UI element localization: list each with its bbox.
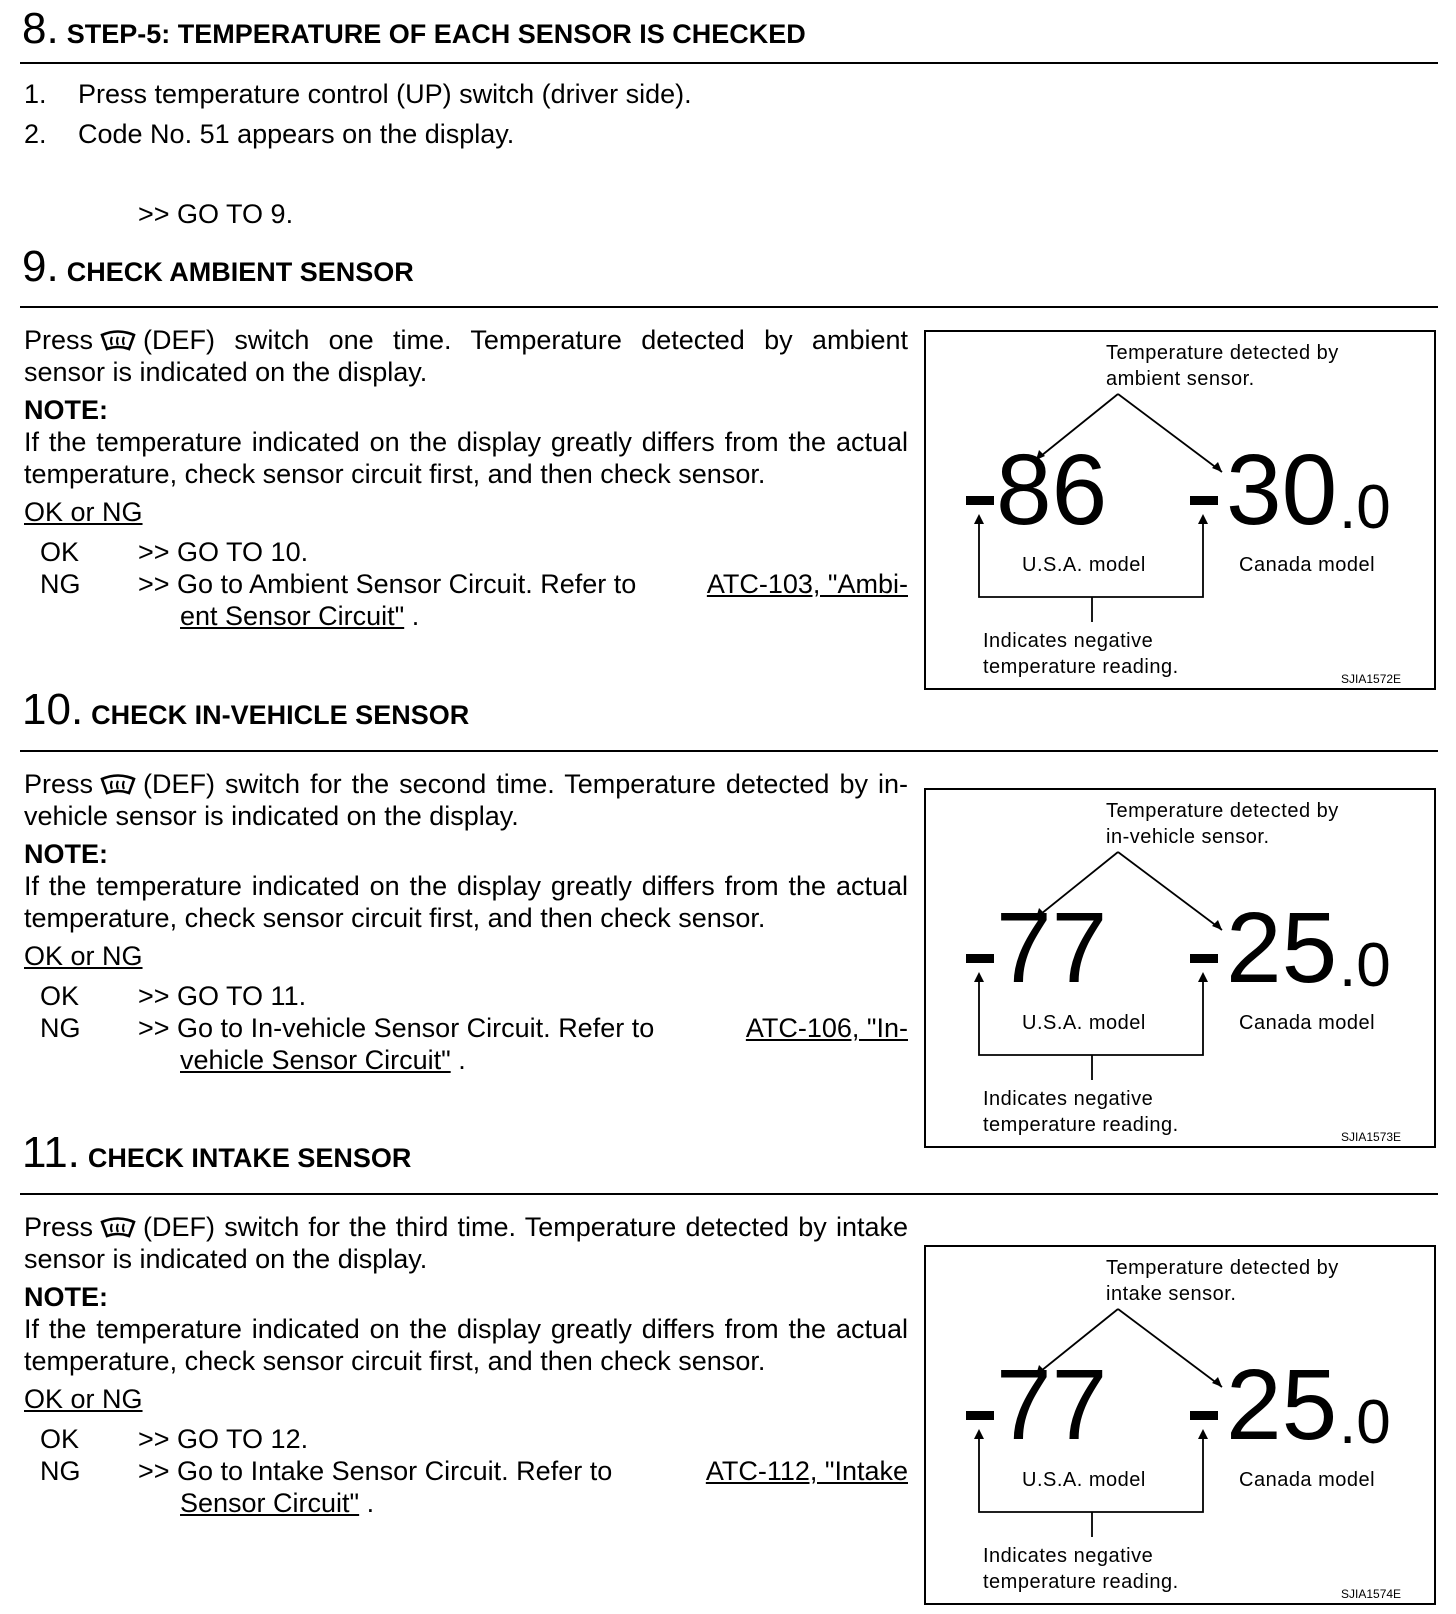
step-10-heading (22, 685, 469, 735)
step-10-note-label: NOTE: (24, 839, 108, 869)
step-9-ng-tail: . (411, 601, 420, 631)
defroster-icon (99, 1216, 137, 1238)
figure-in-vehicle-caption-line2: in-vehicle sensor. (1106, 826, 1270, 848)
figure-ambient-caption-line2: ambient sensor. (1106, 368, 1255, 390)
step-8-item-2 (24, 118, 47, 150)
step-11-ng-action-text: >> Go to Intake Sensor Circuit. Refer to (138, 1456, 613, 1486)
defroster-icon (99, 773, 137, 795)
step-9-note-text: If the temperature indicated on the display greatly differs from the actual temperature, check sensor circuit first, and then check sensor. (24, 427, 908, 489)
step-9-note-label: NOTE: (24, 395, 108, 425)
figure-ambient-id: SJIA1572E (1341, 672, 1402, 686)
step-11-title: CHECK INTAKE SENSOR (87, 1143, 412, 1173)
step-11-press-text: (DEF) switch for the third time. Temperature detected by intake sensor is indicated on the display. (24, 1212, 908, 1274)
step-8-item-1 (24, 78, 47, 110)
step-8-title: STEP-5: TEMPERATURE OF EACH SENSOR IS CHECKED (66, 19, 806, 49)
step-8-number: 8. (22, 4, 59, 53)
step-10-ng-link-part1[interactable]: ATC-106, "In- (745, 1013, 908, 1043)
figure-intake-canada-minus (1190, 1411, 1218, 1420)
step-10-divider (20, 750, 1438, 752)
figure-ambient-note-line2: temperature reading. (983, 656, 1179, 678)
step-9-ng-action-line2 (180, 600, 419, 632)
figure-in-vehicle-canada-value: 25 (1226, 892, 1338, 1004)
step-9-instruction (24, 324, 908, 388)
figure-in-vehicle-sensor (924, 788, 1436, 1148)
step-8-heading (22, 4, 806, 54)
figure-in-vehicle-usa-minus (966, 954, 994, 963)
step-10-press-text: (DEF) switch for the second time. Temperature detected by in-vehicle sensor is indicated on the display. (24, 769, 908, 831)
step-9-number: 9. (22, 242, 59, 291)
step-11-note-label: NOTE: (24, 1282, 108, 1312)
step-10-note-text: If the temperature indicated on the display greatly differs from the actual temperature, check sensor circuit first, and then check sensor. (24, 871, 908, 933)
step-11-ng-tail: . (366, 1488, 375, 1518)
figure-ambient-caption-line1: Temperature detected by (1106, 342, 1339, 364)
figure-in-vehicle-usa-label: U.S.A. model (1022, 1012, 1146, 1034)
step-8-divider (20, 62, 1438, 64)
step-8-item-2-text: Code No. 51 appears on the display. (78, 119, 515, 149)
step-11-ng-link-part2[interactable]: Sensor Circuit" (180, 1488, 360, 1518)
figure-intake-canada-decimal: .0 (1339, 1388, 1391, 1457)
figure-intake-caption-line2: intake sensor. (1106, 1283, 1237, 1305)
step-8-item-1-number: 1. (24, 79, 47, 109)
step-10-number: 10. (22, 685, 84, 734)
figure-ambient-canada-value: 30 (1226, 434, 1338, 546)
step-9-ng-link-part2[interactable]: ent Sensor Circuit" (180, 601, 405, 631)
figure-intake-canada-value: 25 (1226, 1349, 1338, 1461)
step-8-item-1-text: Press temperature control (UP) switch (driver side). (78, 79, 692, 109)
step-10-instruction (24, 768, 908, 832)
step-9-ok-key: OK (40, 537, 80, 567)
figure-ambient-sensor (924, 330, 1436, 690)
step-11-ng-action-line2 (180, 1487, 374, 1519)
step-10-ng-tail: . (458, 1045, 466, 1075)
step-10-ng-link-part2[interactable]: vehicle Sensor Circuit" (180, 1045, 451, 1075)
step-9-okng-label: OK or NG (24, 497, 143, 527)
figure-intake-id: SJIA1574E (1341, 1587, 1402, 1601)
figure-ambient-usa-label: U.S.A. model (1022, 554, 1146, 576)
step-11-okng-label: OK or NG (24, 1384, 143, 1414)
step-9-title: CHECK AMBIENT SENSOR (66, 257, 414, 287)
step-10-ng-action-text: >> Go to In-vehicle Sensor Circuit. Refer to (138, 1013, 655, 1043)
step-11-press-word: Press (24, 1212, 94, 1242)
step-11-ng-action (138, 1455, 908, 1487)
step-11-divider (20, 1193, 1438, 1195)
figure-in-vehicle-id: SJIA1573E (1341, 1130, 1402, 1144)
figure-in-vehicle-caption-line1: Temperature detected by (1106, 800, 1339, 822)
step-9-ng-action-text: >> Go to Ambient Sensor Circuit. Refer to (138, 569, 637, 599)
figure-ambient-canada-minus (1190, 496, 1218, 505)
step-9-ng-link-part1[interactable]: ATC-103, "Ambi- (706, 569, 908, 599)
step-9-heading (22, 242, 414, 292)
figure-ambient-canada-decimal: .0 (1339, 473, 1391, 542)
step-10-ok-key: OK (40, 981, 80, 1011)
step-11-ng-key: NG (40, 1456, 81, 1486)
step-10-ng-action-line2 (180, 1044, 466, 1076)
step-9-ng-key: NG (40, 569, 81, 599)
figure-in-vehicle-usa-value: 77 (996, 892, 1108, 1004)
figure-intake-canada-label: Canada model (1239, 1469, 1376, 1491)
step-11-ng-link-part1[interactable]: ATC-112, "Intake (705, 1456, 908, 1486)
step-9-divider (20, 306, 1438, 308)
figure-intake-sensor (924, 1245, 1436, 1605)
figure-intake-caption-line1: Temperature detected by (1106, 1257, 1339, 1279)
figure-ambient-note-line1: Indicates negative (983, 630, 1154, 652)
step-11-instruction (24, 1211, 908, 1275)
step-10-ng-action (138, 1012, 908, 1044)
figure-intake-usa-minus (966, 1411, 994, 1420)
step-9-ok-action: >> GO TO 10. (138, 537, 309, 567)
step-9-ng-action (138, 568, 908, 600)
step-9-press-text: (DEF) switch one time. Temperature detected by ambient sensor is indicated on the display. (24, 325, 908, 387)
figure-in-vehicle-canada-decimal: .0 (1339, 931, 1391, 1000)
step-11-note-text: If the temperature indicated on the display greatly differs from the actual temperature, check sensor circuit first, and then check sensor. (24, 1314, 908, 1376)
step-9-press-word: Press (24, 325, 94, 355)
defroster-icon (99, 329, 137, 351)
figure-in-vehicle-note-line2: temperature reading. (983, 1114, 1179, 1136)
figure-in-vehicle-canada-label: Canada model (1239, 1012, 1376, 1034)
figure-ambient-canada-label: Canada model (1239, 554, 1376, 576)
step-8-goto: >> GO TO 9. (138, 199, 294, 229)
step-10-ok-action: >> GO TO 11. (138, 981, 307, 1011)
step-10-title: CHECK IN-VEHICLE SENSOR (91, 700, 470, 730)
step-10-press-word: Press (24, 769, 94, 799)
step-10-ng-key: NG (40, 1013, 81, 1043)
figure-intake-note-line2: temperature reading. (983, 1571, 1179, 1593)
figure-ambient-usa-minus (966, 496, 994, 505)
step-11-number: 11. (22, 1128, 80, 1177)
step-10-okng-label: OK or NG (24, 941, 143, 971)
step-11-ok-action: >> GO TO 12. (138, 1424, 309, 1454)
step-11-heading (22, 1128, 411, 1178)
figure-in-vehicle-canada-minus (1190, 954, 1218, 963)
step-11-ok-key: OK (40, 1424, 80, 1454)
step-8-item-2-number: 2. (24, 119, 47, 149)
figure-in-vehicle-note-line1: Indicates negative (983, 1088, 1154, 1110)
figure-intake-note-line1: Indicates negative (983, 1545, 1154, 1567)
figure-ambient-usa-value: 86 (996, 434, 1108, 546)
figure-intake-usa-value: 77 (996, 1349, 1108, 1461)
figure-intake-usa-label: U.S.A. model (1022, 1469, 1146, 1491)
